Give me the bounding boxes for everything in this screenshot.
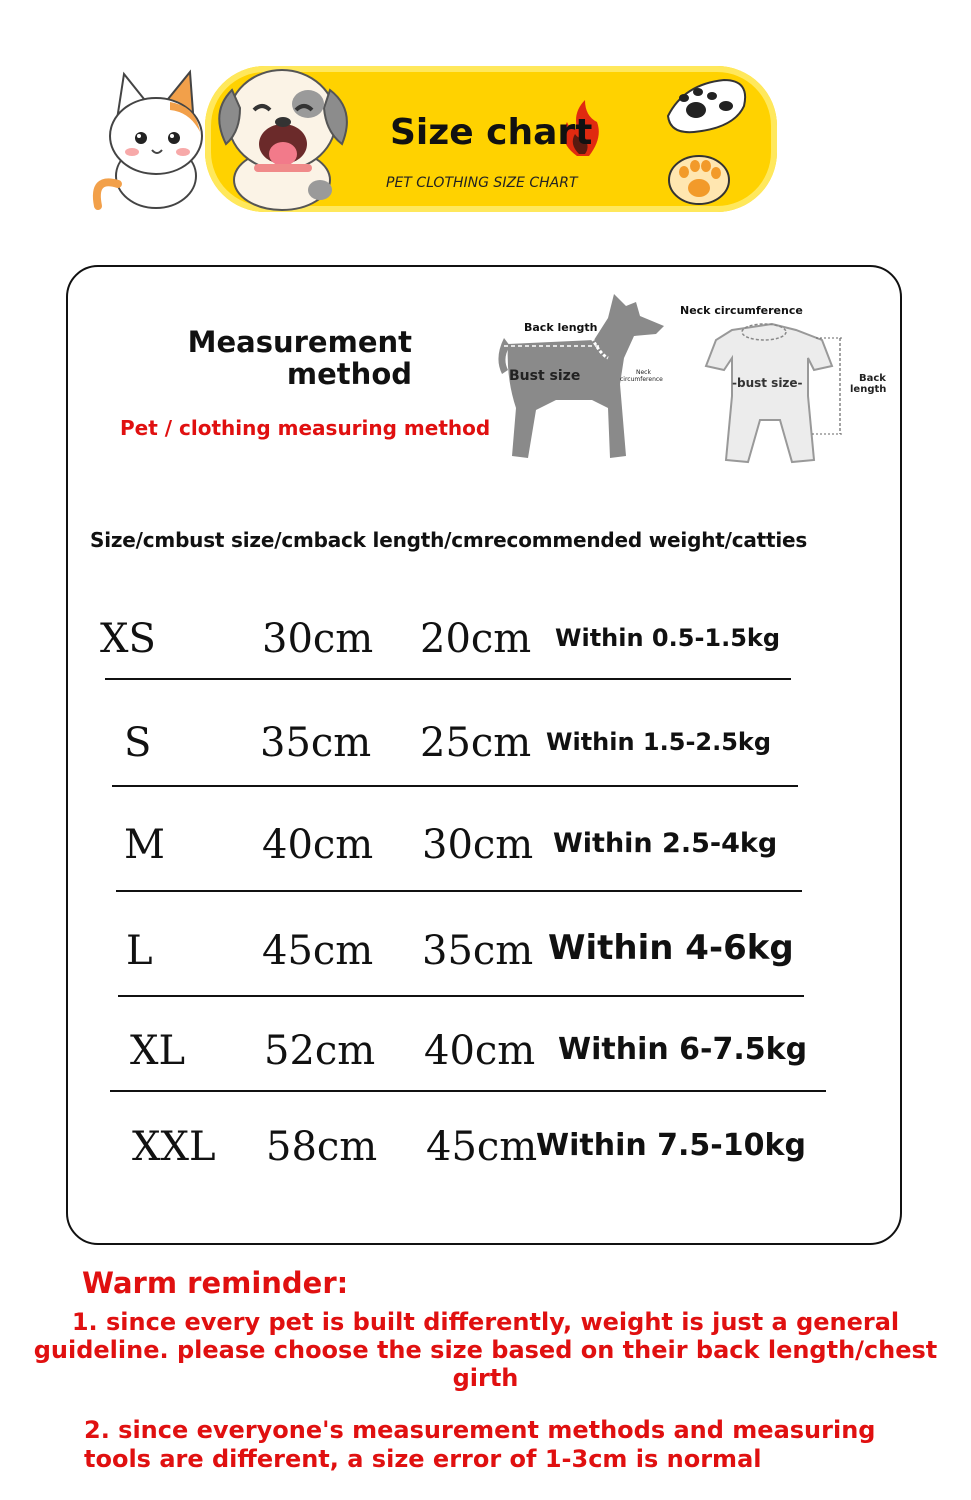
dog-illustration: [210, 52, 360, 212]
dog-measurement-figure: [484, 288, 674, 468]
bust-value: 45cm: [262, 928, 374, 974]
paw-print-icon: [664, 76, 754, 136]
size-label: XL: [130, 1028, 186, 1074]
shirt-back-label-line1: Back: [859, 373, 886, 384]
weight-value: Within 1.5-2.5kg: [546, 728, 772, 756]
row-divider: [116, 890, 802, 892]
measurement-title-line2: method: [286, 357, 412, 391]
measurement-title-line1: Measurement: [187, 325, 412, 359]
bust-value: 58cm: [266, 1124, 378, 1170]
size-table-header: Size/cmbust size/cmback length/cmrecommended weight/catties: [90, 528, 808, 552]
row-divider: [118, 995, 804, 997]
size-row-l: [0, 922, 971, 1022]
reminder-point-2: 2. since everyone's measurement methods and measuring tools are different, a size error of 1-3cm is normal: [84, 1416, 876, 1473]
paw-icon: [664, 146, 734, 206]
back-value: 40cm: [424, 1028, 536, 1074]
size-row-xxl: [0, 1118, 971, 1218]
size-label: S: [124, 720, 152, 766]
size-row-s: [0, 714, 971, 814]
weight-value: Within 4-6kg: [548, 928, 794, 968]
back-value: 25cm: [420, 720, 532, 766]
reminder-point-1: 1. since every pet is built differently, weight is just a general guideline. please choose the size based on their back length/chest girth: [33, 1308, 938, 1392]
shirt-back-label-line2: length: [850, 384, 887, 395]
weight-value: Within 0.5-1.5kg: [555, 624, 781, 652]
weight-value: Within 7.5-10kg: [536, 1128, 806, 1163]
back-value: 35cm: [422, 928, 534, 974]
shirt-neck-label: Neck circumference: [680, 304, 803, 317]
back-value: 45cm: [426, 1124, 538, 1170]
bust-value: 40cm: [262, 822, 374, 868]
dog-neck-label-line2: circumference: [620, 376, 663, 383]
size-label: XS: [100, 616, 156, 662]
bust-value: 52cm: [264, 1028, 376, 1074]
banner-subtitle: PET CLOTHING SIZE CHART: [386, 175, 578, 191]
size-label: M: [124, 822, 165, 868]
size-label: XXL: [132, 1124, 216, 1170]
back-value: 30cm: [422, 822, 534, 868]
bust-value: 30cm: [262, 616, 374, 662]
weight-value: Within 6-7.5kg: [558, 1032, 808, 1067]
bust-value: 35cm: [260, 720, 372, 766]
row-divider: [112, 785, 798, 787]
cat-illustration: [86, 66, 206, 211]
measurement-subtitle: Pet / clothing measuring method: [120, 416, 491, 440]
weight-value: Within 2.5-4kg: [553, 828, 778, 859]
clothing-measurement-figure: [676, 300, 896, 475]
measurement-title: [120, 326, 412, 390]
shirt-bust-label: -bust size-: [732, 376, 803, 390]
back-value: 20cm: [420, 616, 532, 662]
row-divider: [110, 1090, 826, 1092]
size-row-xl: [0, 1022, 971, 1122]
size-row-m: [0, 816, 971, 916]
row-divider: [105, 678, 791, 680]
dog-bust-size-label: Bust size⁠: [509, 368, 581, 384]
banner-title: Size chart: [390, 112, 593, 153]
size-row-xs: [0, 610, 971, 710]
dog-back-length-label: Back length: [524, 321, 598, 334]
size-label: L: [126, 928, 153, 974]
reminder-title: Warm reminder:: [82, 1266, 349, 1300]
dog-neck-label-line1: Neck: [636, 369, 651, 376]
